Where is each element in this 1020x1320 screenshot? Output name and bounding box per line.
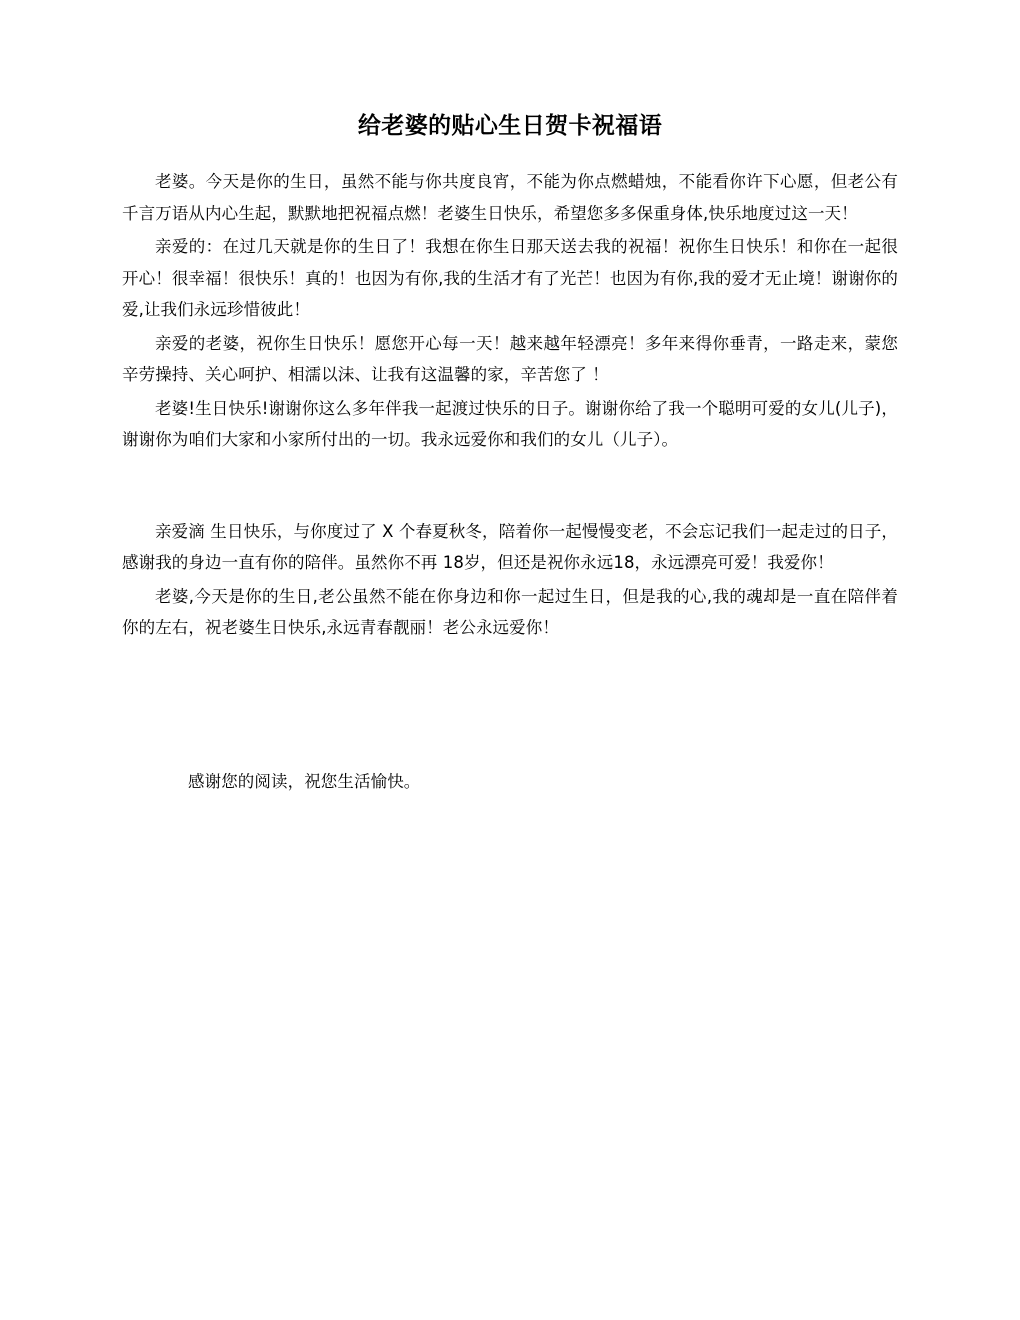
paragraph-3: 亲爱的老婆，祝你生日快乐！愿您开心每一天！越来越年轻漂亮！多年来得你垂青，一路走来，蒙您辛劳操持、关心呵护、相濡以沫、让我有这温馨的家，辛苦您了 ！: [122, 333, 898, 384]
paragraph-6: 老婆,今天是你的生日,老公虽然不能在你身边和你一起过生日，但是我的心,我的魂却是一直在陪伴着你的左右，祝老婆生日快乐,永远青春靓丽！老公永远爱你！: [122, 586, 898, 637]
document-body: [122, 166, 898, 797]
paragraph-1: 老婆。今天是你的生日，虽然不能与你共度良宵，不能为你点燃蜡烛，不能看你许下心愿，但老公有千言万语从内心生起，默默地把祝福点燃！老婆生日快乐，希望您多多保重身体,快乐地度过这一天！: [122, 172, 898, 223]
paragraph-spacer: [122, 456, 898, 516]
page-title: 给老婆的贴心生日贺卡祝福语: [357, 113, 663, 139]
closing-line: 感谢您的阅读，祝您生活愉快。: [188, 771, 421, 791]
closing-spacer: [122, 644, 898, 766]
document-content: [122, 0, 898, 797]
paragraph-2: 亲爱的：在过几天就是你的生日了！我想在你生日那天送去我的祝福！祝你生日快乐！和你在一起很开心！很幸福！很快乐！真的！也因为有你,我的生活才有了光芒！也因为有你,我的爱才无止境！谢谢你的爱,让我们永远珍惜彼此！: [122, 237, 898, 319]
paragraph-4: 老婆!生日快乐!谢谢你这么多年伴我一起渡过快乐的日子。谢谢你给了我一个聪明可爱的女儿(儿子)，谢谢你为咱们大家和小家所付出的一切。我永远爱你和我们的女儿（儿子）。: [122, 398, 898, 449]
paragraph-5: 亲爱滴 生日快乐，与你度过了 X 个春夏秋冬，陪着你一起慢慢变老，不会忘记我们一起走过的日子，感谢我的身边一直有你的陪伴。虽然你不再 18岁，但还是祝你永远18，永远漂亮可爱！我爱你！: [122, 521, 898, 572]
